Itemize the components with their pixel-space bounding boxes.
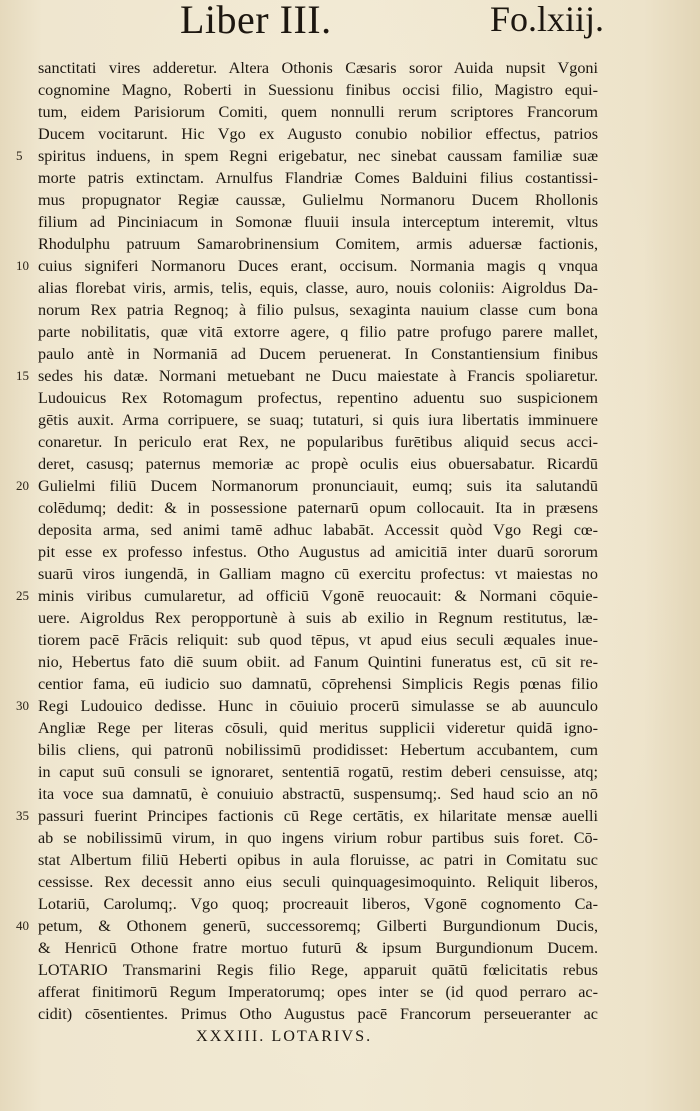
text-line — [38, 497, 598, 519]
line-text: Ludouicus Rex Rotomagum profectus, repentino aduentu suo suspicionem — [38, 389, 598, 407]
line-number: 35 — [16, 808, 29, 823]
line-text: tiorem pacē Frācis reliquit: sub quod tēpus, vt apud eius seculi æquales inue- — [38, 631, 598, 649]
text-line — [38, 431, 598, 453]
text-line — [38, 739, 598, 761]
text-line — [16, 145, 598, 167]
text-line — [38, 783, 598, 805]
text-line — [38, 563, 598, 585]
line-number: 10 — [16, 258, 29, 273]
line-text: alias florebat viris, armis, telis, equis, classe, auro, nouis coloniis: Aigroldus Da- — [38, 279, 598, 297]
text-line — [38, 871, 598, 893]
line-text: colēdumq; dedit: & in possessione paternarū opum collocauit. Ita in præsens — [38, 499, 598, 517]
catchword-line — [38, 1025, 598, 1047]
line-text: sanctitati vires adderetur. Altera Othonis Cæsaris soror Auida nupsit Vgoni — [38, 59, 598, 77]
text-line — [38, 387, 598, 409]
text-line — [38, 937, 598, 959]
line-text: petum, & Othonem generū, successoremq; Gilberti Burgundionum Ducis, — [38, 917, 598, 935]
line-text: morte patris extinctam. Arnulfus Flandriæ Comes Balduini filius costantissi- — [38, 169, 598, 187]
line-text: mus propugnator Regiæ caussæ, Gulielmu Normanoru Ducem Rhollonis — [38, 191, 598, 209]
line-text: pit esse ex professo infestus. Otho Augustus ad amicitiā inter duarū sororum — [38, 543, 598, 561]
line-text: minis viribus cumularetur, ad officiū Vgonē reuocauit: & Normani cōquie- — [38, 587, 598, 605]
text-line — [38, 607, 598, 629]
line-text: Lotariū, Carolumq;. Vgo quoq; procreauit liberos, Vgonē cognomento Ca- — [38, 895, 598, 913]
text-line — [38, 189, 598, 211]
text-line — [38, 211, 598, 233]
text-line — [38, 123, 598, 145]
text-line — [16, 915, 598, 937]
text-line — [16, 255, 598, 277]
line-text: afferat finitimorū Regum Imperatorumq; opes inter se (id quod perraro ac- — [38, 983, 598, 1001]
line-text: ab se nobilissimū virum, in quo ingens virium robur partibus suis foret. Cō- — [38, 829, 598, 847]
line-text: deret, casusq; paternus memoriæ ac propè oculis eius obuersabatur. Ricardū — [38, 455, 598, 473]
page-header — [0, 0, 700, 48]
folio-number: Fo.lxiij. — [489, 0, 604, 39]
text-line — [38, 277, 598, 299]
text-line — [38, 651, 598, 673]
line-text: Rhodulphu patruum Samarobrinensium Comitem, armis aduersæ factionis, — [38, 235, 598, 253]
line-text: passuri fuerint Principes factionis cū Rege certātis, ex hilaritate mensæ auelli — [38, 807, 598, 825]
line-text: parte nobilitatis, quæ vitā extorre agere, q filio patre profugo parere mallet, — [38, 323, 598, 341]
text-line — [38, 233, 598, 255]
text-line — [38, 717, 598, 739]
text-line — [38, 761, 598, 783]
text-line — [38, 299, 598, 321]
line-text: stat Albertum filiū Heberti opibus in aula floruisse, ac patri in Comitatu suc — [38, 851, 598, 869]
line-text: Ducem vocitarunt. Hic Vgo ex Augusto conubio nobilior effectus, patrios — [38, 125, 598, 143]
text-line — [16, 365, 598, 387]
line-text: filium ad Pinciniacum in Somonæ fluuii insula interceptum interemit, vltus — [38, 213, 598, 231]
line-number: 30 — [16, 698, 29, 713]
line-text: spiritus induens, in spem Regni erigebatur, nec sinebat caussam familiæ suæ — [38, 147, 598, 165]
text-line — [38, 893, 598, 915]
text-line — [38, 79, 598, 101]
catchword: XXXIII. LOTARIVS. — [196, 1027, 373, 1045]
line-text: cuius signiferi Normanoru Duces erant, occisum. Normania magis q vnqua — [38, 257, 598, 275]
text-line — [38, 1003, 598, 1025]
text-line — [38, 519, 598, 541]
line-text: centior fama, eū iudicio suo damnatū, cōprehensi Simplicis Regis pœnas filio — [38, 675, 598, 693]
text-line — [38, 629, 598, 651]
text-line — [38, 167, 598, 189]
text-line — [16, 695, 598, 717]
line-text: Regi Ludouico dedisse. Hunc in cōuiuio procerū simulasse se ab auunculo — [38, 697, 598, 715]
text-line — [38, 849, 598, 871]
line-text: norum Rex patria Regnoq; à filio pulsus, sexaginta nauium classe cum bona — [38, 301, 598, 319]
line-text: cessisse. Rex decessit anno eius seculi quinquagesimoquinto. Reliquit liberos, — [38, 873, 598, 891]
line-number: 25 — [16, 588, 29, 603]
line-text: paulo antè in Normaniā ad Ducem peruenerat. In Constantiensium finibus — [38, 345, 598, 363]
line-text: suarū viros iungendā, in Galliam magno cū exercitu profectus: vt maiestas no — [38, 565, 598, 583]
text-line — [38, 453, 598, 475]
line-text: & Henricū Othone fratre mortuo futurū & ipsum Burgundionum Ducem. — [38, 939, 598, 957]
line-text: tum, eidem Parisiorum Comiti, quem nonnulli rerum scriptores Francorum — [38, 103, 598, 121]
text-line — [38, 981, 598, 1003]
line-text: gētis auxit. Arma corripuere, se suaq; tutaturi, si quis iura libertatis imminuere — [38, 411, 598, 429]
text-line — [16, 805, 598, 827]
text-line — [38, 343, 598, 365]
line-number: 20 — [16, 478, 29, 493]
line-text: in caput suū consuli se ignoraret, sententiā rogatū, restim deberi censuisse, atq; — [38, 763, 598, 781]
line-text: cidit) cōsentientes. Primus Otho Augustus pacē Francorum perseueranter ac — [38, 1005, 598, 1023]
text-line — [38, 101, 598, 123]
line-number: 15 — [16, 368, 29, 383]
text-line — [38, 673, 598, 695]
line-text: ita voce sua damnatū, è conuiuio abstractū, suspensumq;. Sed haud scio an nō — [38, 785, 598, 803]
line-text: bilis cliens, qui patronū nobilissimū prodidisset: Hebertum accubantem, cum — [38, 741, 598, 759]
text-line — [38, 959, 598, 981]
text-line — [38, 827, 598, 849]
text-line — [38, 541, 598, 563]
text-line — [16, 585, 598, 607]
line-text: uere. Aigroldus Rex peropportunè à suis ab exilio in Regnum restitutus, læ- — [38, 609, 598, 627]
line-text: sedes his datæ. Normani metuebant ne Ducu maiestate à Francis spoliaretur. — [38, 367, 598, 385]
line-text: cognomine Magno, Roberti in Suessionu finibus occisi filio, Magistro equi- — [38, 81, 598, 99]
line-text: nio, Hebertus fato diē suum obiit. ad Fanum Quintini funeratus est, cū sit re- — [38, 653, 598, 671]
text-line — [38, 57, 598, 79]
line-text: Gulielmi filiū Ducem Normanorum pronunciauit, eumq; suis ita salutandū — [38, 477, 598, 495]
line-text: Angliæ Rege per literas cōsuli, quid meritus supplicii videretur quidā igno- — [38, 719, 598, 737]
line-number: 40 — [16, 918, 29, 933]
line-number: 5 — [16, 148, 23, 163]
body-text — [16, 57, 598, 1047]
running-title: Liber III. — [180, 0, 332, 42]
text-line — [38, 321, 598, 343]
text-line — [38, 409, 598, 431]
line-text: deposita arma, sed animi tamē adhuc lababāt. Accessit quòd Vgo Regi cœ- — [38, 521, 598, 539]
line-text: conaretur. In periculo erat Rex, ne popularibus furētibus aliquid secus acci- — [38, 433, 598, 451]
text-line — [16, 475, 598, 497]
line-text: LOTARIO Transmarini Regis filio Rege, apparuit quātū fœlicitatis rebus — [38, 961, 598, 979]
